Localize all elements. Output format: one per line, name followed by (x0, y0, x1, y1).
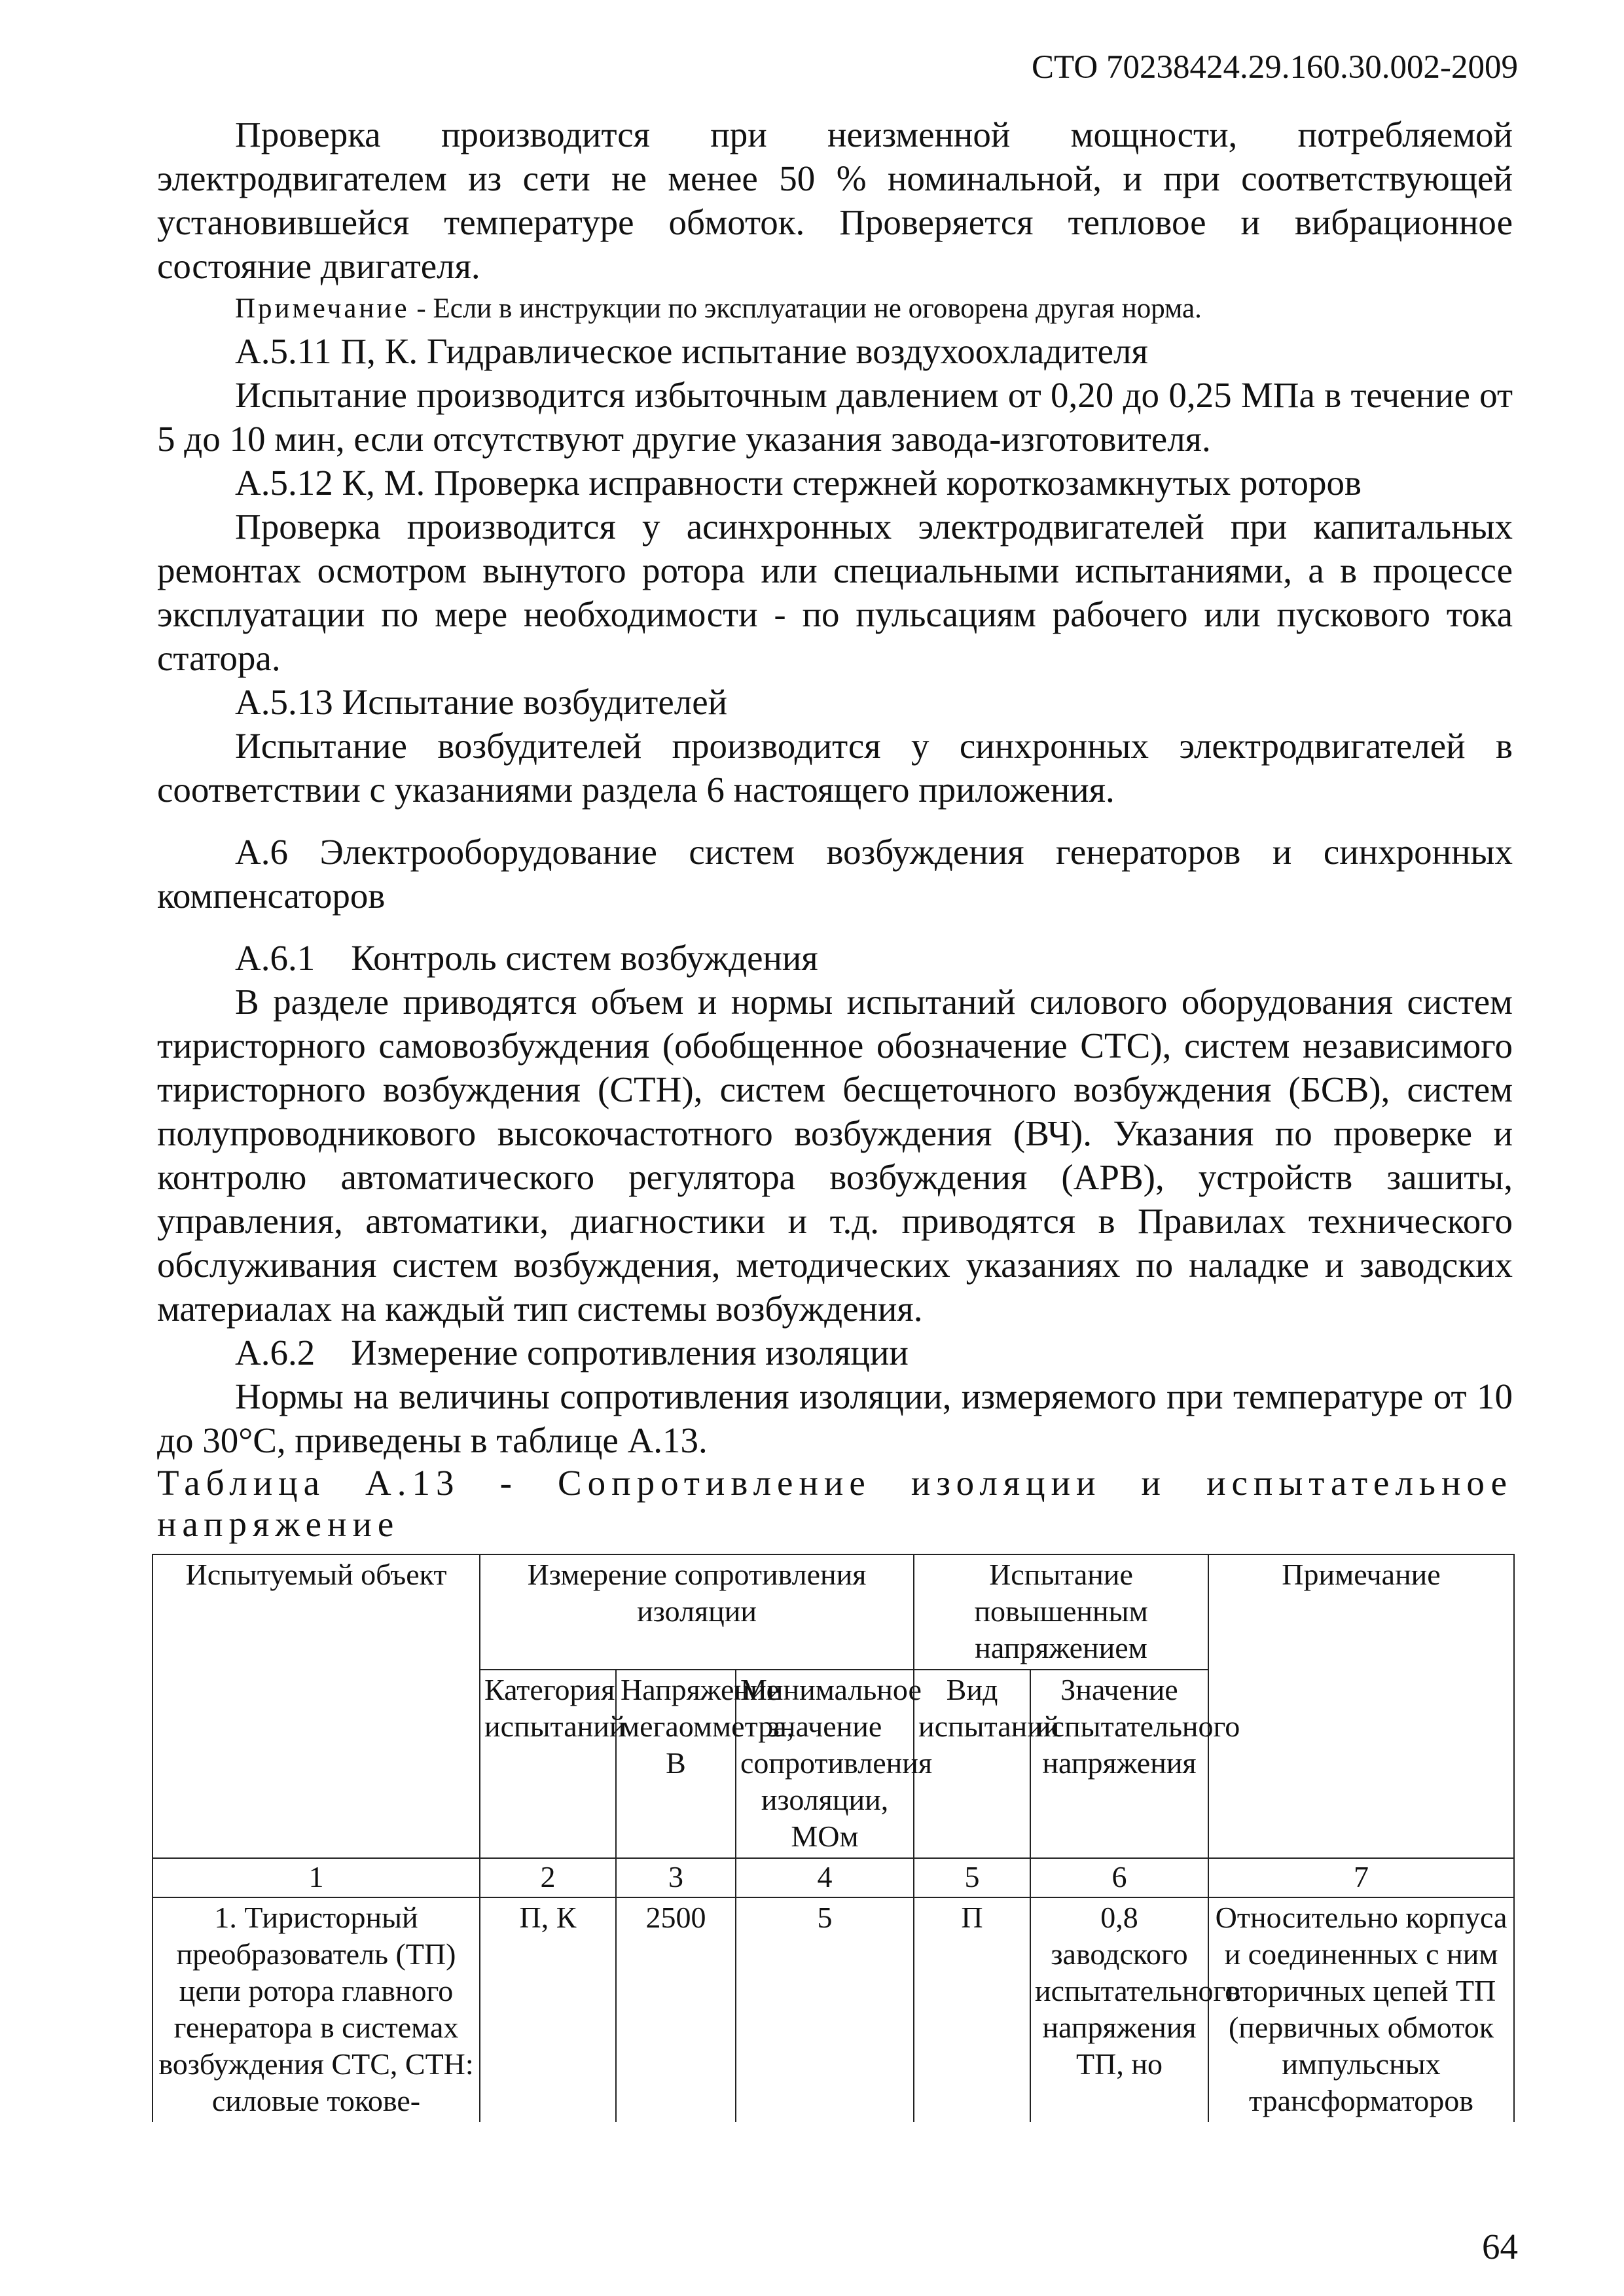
column-number: 5 (914, 1858, 1030, 1897)
cell-test-type: П (914, 1897, 1030, 2122)
column-number: 2 (480, 1858, 616, 1897)
cell-category: П, К (480, 1897, 616, 2122)
paragraph-motor-check: Проверка производится при неизменной мощности, потребляемой электродвигателем из сети не менее 50 % номинальной, и при соответствующей установившейся температуре обмоток. Проверяется тепловое и вибрационное состояние двигателя. (157, 115, 1513, 286)
section-a62-title: А.6.2 Измерение сопротивления изоляции (235, 1333, 909, 1372)
cell-test-voltage: 0,8 заводского испытательного напряжения ТП, но (1030, 1897, 1208, 2122)
cell-note: Относительно корпуса и соединенных с ним вторичных цепей ТП (первичных обмоток импульсных трансформаторов (1208, 1897, 1514, 2122)
document-code: СТО 70238424.29.160.30.002-2009 (1031, 49, 1518, 86)
section-a511-title: А.5.11 П, К. Гидравлическое испытание воздухоохладителя (235, 331, 1148, 371)
note (157, 288, 1513, 329)
header-measurement-group: Измерение сопротивления изоляции (480, 1554, 914, 1670)
note-label: Примечание (235, 293, 410, 324)
header-min-resistance: Минимальное значение сопротивления изоляции, МОм (736, 1670, 914, 1858)
section-a512-title: А.5.12 К, М. Проверка исправности стержней короткозамкнутых роторов (235, 463, 1362, 503)
section-a62-text: Нормы на величины сопротивления изоляции, измеряемого при температуре от 10 до 30°С, приведены в таблице А.13. (157, 1376, 1513, 1460)
header-category: Категория испытаний (480, 1670, 616, 1858)
cell-object: 1. Тиристорный преобразователь (ТП) цепи ротора главного генератора в системах возбуждения СТС, СТН: силовые токове- (153, 1897, 480, 2122)
table-header-row (153, 1554, 1514, 1670)
document-body (157, 113, 1513, 1545)
header-note: Примечание (1208, 1554, 1514, 1858)
column-number: 1 (153, 1858, 480, 1897)
section-a61-title: А.6.1 Контроль систем возбуждения (235, 938, 818, 978)
section-a511-text: Испытание производится избыточным давлением от 0,20 до 0,25 МПа в течение от 5 до 10 мин, если отсутствуют другие указания завода-изготовителя. (157, 375, 1513, 459)
table-column-numbers-row (153, 1858, 1514, 1897)
table-caption: Таблица А.13 - Сопротивление изоляции и испытательное напряжение (157, 1463, 1513, 1544)
page-number: 64 (1482, 2227, 1518, 2267)
column-number: 3 (616, 1858, 736, 1897)
header-test-type: Вид испытаний (914, 1670, 1030, 1858)
cell-megger-voltage: 2500 (616, 1897, 736, 2122)
column-number: 4 (736, 1858, 914, 1897)
cell-min-resistance: 5 (736, 1897, 914, 2122)
table-row (153, 1897, 1514, 2122)
column-number: 7 (1208, 1858, 1514, 1897)
insulation-table (152, 1554, 1515, 2122)
header-test-group: Испытание повышенным напряжением (914, 1554, 1208, 1670)
section-a6-title: А.6 Электрооборудование систем возбуждения генераторов и синхронных компенсаторов (157, 832, 1513, 916)
header-object: Испытуемый объект (153, 1554, 480, 1858)
section-a513-title: А.5.13 Испытание возбудителей (235, 682, 728, 722)
header-test-voltage: Значение испытательного напряжения (1030, 1670, 1208, 1858)
section-a61-text: В разделе приводятся объем и нормы испытаний силового оборудования систем тиристорного самовозбуждения (обобщенное обозначение СТС), систем независимого тиристорного возбуждения (СТН), систем бесщеточного возбуждения (БСВ), систем полупроводникового высокочастотного возбуждения (ВЧ). Указания по проверке и контролю автоматического регулятора возбуждения (АРВ), устройств зашиты, управления, автоматики, диагностики и т.д. приводятся в Правилах технического обслуживания систем возбуждения, методических указаниях по наладке и заводских материалах на каждый тип системы возбуждения. (157, 982, 1513, 1329)
section-a512-text: Проверка производится у асинхронных электродвигателей при капитальных ремонтах осмотром вынутого ротора или специальными испытаниями, а в процессе эксплуатации по мере необходимости - по пульсациям рабочего или пускового тока статора. (157, 507, 1513, 678)
header-megger-voltage: Напряжение мегаомметра, В (616, 1670, 736, 1858)
section-a513-text: Испытание возбудителей производится у синхронных электродвигателей в соответствии с указаниями раздела 6 настоящего приложения. (157, 726, 1513, 810)
note-text: - Если в инструкции по эксплуатации не оговорена другая норма. (409, 293, 1202, 324)
column-number: 6 (1030, 1858, 1208, 1897)
